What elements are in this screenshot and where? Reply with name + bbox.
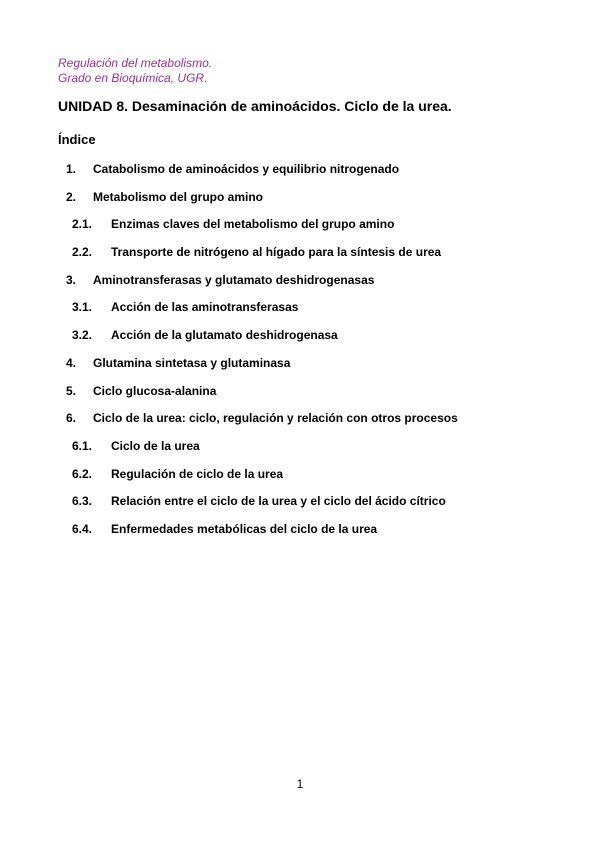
toc-text: Transporte de nitrógeno al hígado para la síntesis de urea xyxy=(111,245,442,260)
toc-item xyxy=(0,186,600,214)
toc-subitem xyxy=(0,490,600,518)
toc-number: 2.2. xyxy=(72,245,93,260)
toc-number: 3.1. xyxy=(72,300,93,315)
toc-subitem xyxy=(0,463,600,491)
toc-item xyxy=(0,380,600,408)
toc-number: 6.4. xyxy=(72,521,93,536)
document-header xyxy=(58,56,212,86)
toc-number: 5. xyxy=(66,383,77,398)
toc-item xyxy=(0,269,600,297)
degree-name: Grado en Bioquímica, UGR. xyxy=(58,71,208,85)
toc-number: 1. xyxy=(66,162,77,176)
toc-text: Enfermedades metabólicas del ciclo de la urea xyxy=(111,521,378,536)
toc-subitem xyxy=(0,518,600,546)
toc-item xyxy=(0,352,600,380)
toc-text: Glutamina sintetasa y glutaminasa xyxy=(93,355,291,370)
toc-text: Catabolismo de aminoácidos y equilibrio nitrogenado xyxy=(93,162,400,176)
toc-subitem xyxy=(0,241,600,269)
toc-text: Acción de las aminotransferasas xyxy=(111,300,299,315)
toc-number: 6. xyxy=(66,411,77,426)
toc-subitem xyxy=(0,213,600,241)
toc-text: Regulación de ciclo de la urea xyxy=(111,466,284,481)
index-heading: Índice xyxy=(58,132,96,147)
table-of-contents xyxy=(0,158,600,546)
toc-text: Ciclo de la urea: ciclo, regulación y relación con otros procesos xyxy=(93,411,458,426)
course-name: Regulación del metabolismo. xyxy=(58,56,213,70)
page-number: 1 xyxy=(296,777,304,791)
toc-subitem xyxy=(0,435,600,463)
toc-text: Enzimas claves del metabolismo del grupo amino xyxy=(111,217,395,232)
toc-item xyxy=(0,158,600,186)
toc-text: Acción de la glutamato deshidrogenasa xyxy=(111,328,338,343)
toc-number: 6.2. xyxy=(72,466,93,481)
toc-text: Metabolismo del grupo amino xyxy=(93,189,264,204)
toc-text: Relación entre el ciclo de la urea y el ciclo del ácido cítrico xyxy=(111,494,446,509)
toc-number: 6.3. xyxy=(72,494,93,509)
toc-subitem xyxy=(0,324,600,352)
toc-number: 2.1. xyxy=(72,217,93,232)
toc-subitem xyxy=(0,296,600,324)
toc-number: 3.2. xyxy=(72,328,93,343)
toc-text: Aminotransferasas y glutamato deshidrogenasas xyxy=(93,272,375,287)
toc-number: 2. xyxy=(66,189,77,204)
toc-text: Ciclo de la urea xyxy=(111,438,200,453)
toc-item xyxy=(0,407,600,435)
toc-text: Ciclo glucosa-alanina xyxy=(93,383,217,398)
toc-number: 4. xyxy=(66,355,77,370)
toc-number: 3. xyxy=(66,272,77,287)
unit-title: UNIDAD 8. Desaminación de aminoácidos. Ciclo de la urea. xyxy=(58,98,452,114)
toc-number: 6.1. xyxy=(72,438,93,453)
